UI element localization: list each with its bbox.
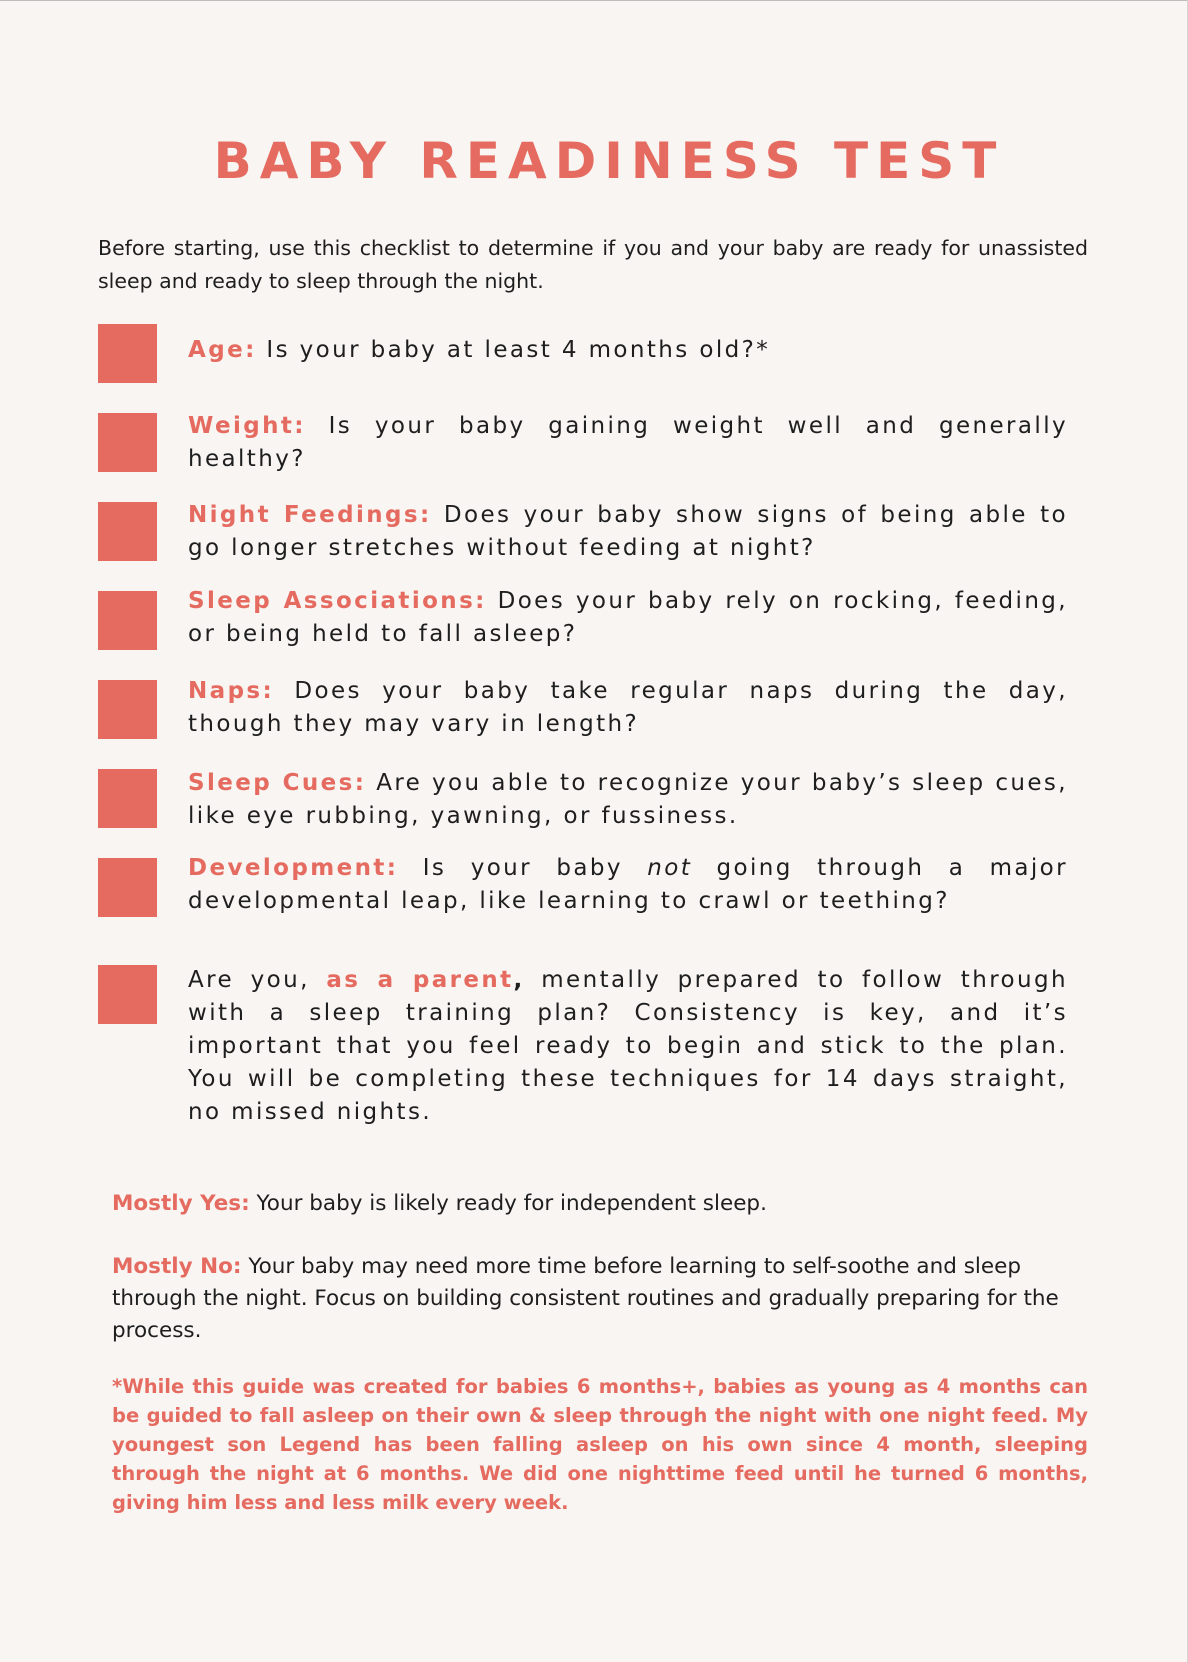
checkbox[interactable] <box>98 413 157 472</box>
item-question: Does your baby show signs of being able to go longer stretches without feeding at night? <box>188 502 1068 561</box>
item-label: Naps: <box>188 678 275 704</box>
result-label: Mostly Yes: <box>112 1191 250 1216</box>
item-label: Development: <box>188 855 399 881</box>
checklist-item-text <box>188 585 1068 651</box>
item-question-end: going through a major developmental leap, like learning to crawl or teething? <box>188 855 1068 914</box>
checkbox[interactable] <box>98 591 157 650</box>
checklist-item-text <box>188 675 1068 741</box>
item-question: Is your baby at least 4 months old?* <box>256 337 771 363</box>
checklist-item-text <box>188 499 1068 565</box>
result-mostly-yes <box>112 1188 1088 1220</box>
item-label: as a parent <box>326 967 514 993</box>
page-title: BABY READINESS TEST <box>213 132 1005 190</box>
checklist-item-text <box>188 334 1068 367</box>
checklist-item-text <box>188 964 1068 1129</box>
checkbox[interactable] <box>98 680 157 739</box>
checklist-item-text <box>188 410 1068 476</box>
item-comma: , <box>513 967 525 993</box>
item-label: Night Feedings: <box>188 502 432 528</box>
checklist-item-text <box>188 767 1068 833</box>
checkbox[interactable] <box>98 769 157 828</box>
item-question-end: mentally prepared to follow through with a sleep training plan? Consistency is key, and it’s important that you feel ready to begin and stick to the plan. You will be completing these techniques for 14 days straight, no missed nights. <box>188 967 1068 1125</box>
item-label: Sleep Associations: <box>188 588 487 614</box>
item-question: Is your baby gaining weight well and generally healthy? <box>188 413 1068 472</box>
result-label: Mostly No: <box>112 1254 242 1279</box>
checklist-item-text <box>188 852 1068 918</box>
result-mostly-no <box>112 1251 1088 1347</box>
item-question-start: Is your baby <box>398 855 648 881</box>
intro-paragraph: Before starting, use this checklist to determine if you and your baby are ready for unassisted sleep and ready to sleep through the night. <box>98 236 1088 293</box>
footnote: *While this guide was created for babies 6 months+, babies as young as 4 months can be guided to fall asleep on their own & sleep through the night with one night feed. My youngest son Legend has been falling asleep on his own since 4 month, sleeping through the night at 6 months. We did one nighttime feed until he turned 6 months, giving him less and less milk every week. <box>112 1375 1088 1514</box>
item-label: Weight: <box>188 413 306 439</box>
page-top-border <box>0 0 1188 1</box>
item-question: Does your baby rely on rocking, feeding, or being held to fall asleep? <box>188 588 1069 647</box>
item-question: Does your baby take regular naps during the day, though they may vary in length? <box>188 678 1068 737</box>
checkbox[interactable] <box>98 324 157 383</box>
checkbox[interactable] <box>98 502 157 561</box>
item-question: Are you able to recognize your baby’s sleep cues, like eye rubbing, yawning, or fussiness. <box>188 770 1068 829</box>
result-text: Your baby is likely ready for independent sleep. <box>249 1191 767 1216</box>
checkbox[interactable] <box>98 858 157 917</box>
item-label: Sleep Cues: <box>188 770 367 796</box>
checkbox[interactable] <box>98 965 157 1024</box>
item-emphasis: not <box>647 855 693 881</box>
result-text: Your baby may need more time before learning to self-soothe and sleep through the night. Focus on building consistent routines and gradually preparing for the process. <box>112 1254 1059 1343</box>
item-label: Age: <box>188 337 257 363</box>
item-question-start: Are you, <box>188 967 327 993</box>
